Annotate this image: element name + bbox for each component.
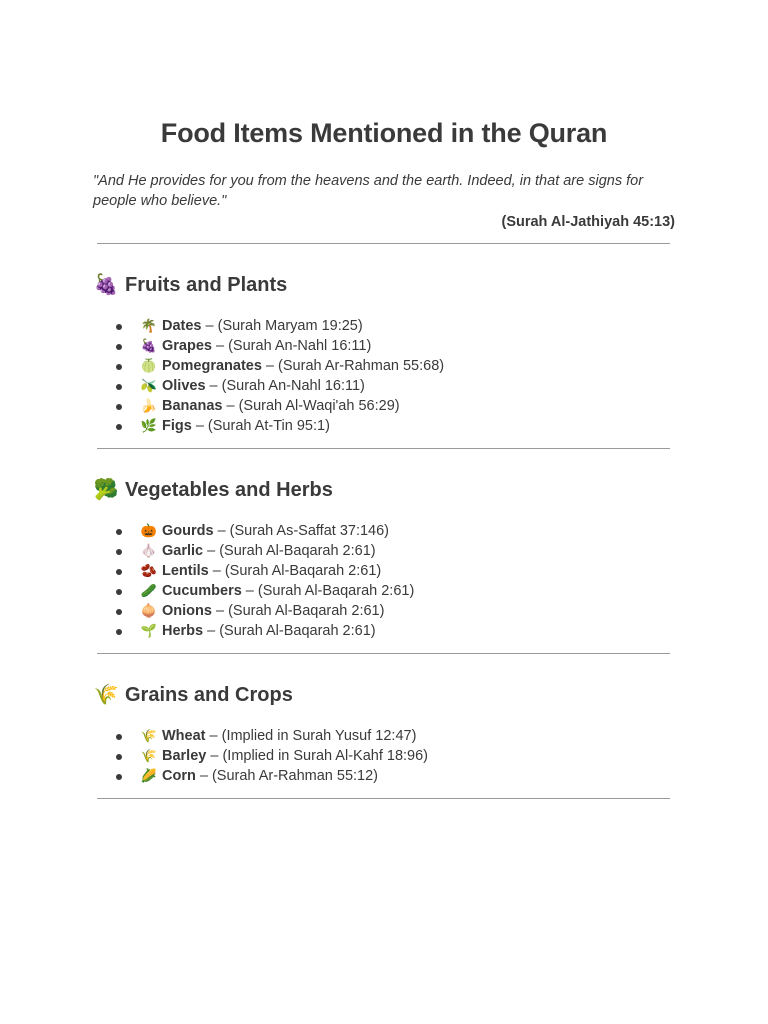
list-item — [93, 416, 675, 436]
olive-icon: 🫒 — [140, 378, 158, 393]
item-name: Garlic — [162, 543, 204, 559]
bullet-icon — [116, 404, 122, 410]
bullet-icon — [116, 589, 122, 595]
section-heading-text: Vegetables and Herbs — [125, 479, 333, 501]
bullet-icon — [116, 569, 122, 575]
herb-leaf-icon: 🌿 — [140, 418, 158, 433]
item-reference: – (Surah At-Tin 95:1) — [191, 418, 330, 434]
melon-icon: 🍈 — [140, 358, 158, 373]
list-item — [93, 581, 675, 601]
banana-icon: 🍌 — [140, 398, 158, 413]
item-name: Pomegranates — [162, 358, 262, 374]
item-reference: – (Implied in Surah Al-Kahf 18:96) — [206, 748, 428, 764]
item-name: Corn — [162, 768, 196, 784]
quote-source: (Surah Al-Jathiyah 45:13) — [501, 214, 675, 230]
wheat-sheaf-icon: 🌾 — [140, 748, 158, 763]
wheat-sheaf-icon: 🌾 — [93, 684, 119, 706]
bullet-icon — [116, 384, 122, 390]
onion-icon: 🧅 — [140, 603, 158, 618]
seedling-icon: 🌱 — [140, 623, 158, 638]
item-reference: – (Surah Al-Baqarah 2:61) — [203, 543, 376, 559]
bullet-icon — [116, 364, 122, 370]
item-reference: – (Surah Ar-Rahman 55:68) — [261, 358, 445, 374]
bullet-icon — [116, 549, 122, 555]
item-reference: – (Surah An-Nahl 16:11) — [205, 378, 365, 394]
item-reference: – (Surah Al-Baqarah 2:61) — [241, 583, 415, 599]
section-grains-and-crops — [93, 682, 675, 799]
list-item — [93, 746, 675, 766]
bullet-icon — [116, 629, 122, 635]
list-item — [93, 316, 675, 336]
wheat-sheaf-icon: 🌾 — [140, 728, 158, 743]
garlic-icon: 🧄 — [140, 543, 158, 558]
corn-icon: 🌽 — [140, 768, 158, 783]
bullet-icon — [116, 774, 122, 780]
item-reference: – (Surah Al-Waqi'ah 56:29) — [222, 398, 400, 414]
document-page — [93, 0, 675, 799]
item-list — [93, 316, 675, 436]
item-reference: – (Implied in Surah Yusuf 12:47) — [205, 728, 417, 744]
grapes-icon: 🍇 — [140, 338, 158, 353]
list-item — [93, 396, 675, 416]
item-name: Barley — [162, 748, 207, 764]
page-title: Food Items Mentioned in the Quran — [160, 118, 608, 148]
section-fruits-and-plants — [93, 272, 675, 449]
item-name: Olives — [162, 378, 206, 394]
bullet-icon — [116, 424, 122, 430]
bullet-icon — [116, 324, 122, 330]
item-reference: – (Surah Maryam 19:25) — [201, 318, 363, 334]
opening-quote: "And He provides for you from the heavens and the earth. Indeed, in that are signs for people who believe." — [93, 173, 644, 209]
item-reference: – (Surah An-Nahl 16:11) — [211, 338, 372, 354]
list-item — [93, 541, 675, 561]
item-name: Onions — [162, 603, 212, 619]
section-vegetables-and-herbs — [93, 477, 675, 654]
cucumber-icon: 🥒 — [140, 583, 158, 598]
list-item — [93, 521, 675, 541]
bullet-icon — [116, 754, 122, 760]
item-name: Cucumbers — [162, 583, 242, 599]
item-name: Bananas — [162, 398, 223, 414]
beans-icon: 🫘 — [140, 563, 158, 578]
section-heading — [93, 682, 675, 708]
list-item — [93, 766, 675, 786]
divider — [97, 243, 670, 244]
divider — [97, 653, 670, 654]
divider — [97, 448, 670, 449]
section-heading — [93, 272, 675, 298]
bullet-icon — [116, 734, 122, 740]
item-reference: – (Surah Al-Baqarah 2:61) — [208, 563, 382, 579]
list-item — [93, 601, 675, 621]
item-reference: – (Surah As-Saffat 37:146) — [213, 523, 390, 539]
bullet-icon — [116, 344, 122, 350]
item-reference: – (Surah Al-Baqarah 2:61) — [203, 623, 376, 639]
list-item — [93, 621, 675, 641]
item-reference: – (Surah Ar-Rahman 55:12) — [195, 768, 378, 784]
list-item — [93, 726, 675, 746]
grapes-icon: 🍇 — [93, 274, 119, 296]
item-list — [93, 521, 675, 641]
list-item — [93, 356, 675, 376]
section-heading — [93, 477, 675, 503]
item-name: Gourds — [162, 523, 214, 539]
list-item — [93, 376, 675, 396]
divider — [97, 798, 670, 799]
pumpkin-icon: 🎃 — [140, 523, 158, 538]
palm-tree-icon: 🌴 — [140, 318, 158, 333]
item-name: Grapes — [162, 338, 212, 354]
bullet-icon — [116, 529, 122, 535]
broccoli-icon: 🥦 — [93, 479, 119, 501]
section-heading-text: Grains and Crops — [125, 684, 293, 706]
item-name: Herbs — [162, 623, 204, 639]
item-name: Figs — [162, 418, 192, 434]
bullet-icon — [116, 609, 122, 615]
item-list — [93, 726, 675, 786]
list-item — [93, 336, 675, 356]
section-heading-text: Fruits and Plants — [125, 274, 288, 296]
item-name: Wheat — [162, 728, 206, 744]
item-name: Lentils — [162, 563, 209, 579]
list-item — [93, 561, 675, 581]
item-reference: – (Surah Al-Baqarah 2:61) — [211, 603, 385, 619]
item-name: Dates — [162, 318, 202, 334]
